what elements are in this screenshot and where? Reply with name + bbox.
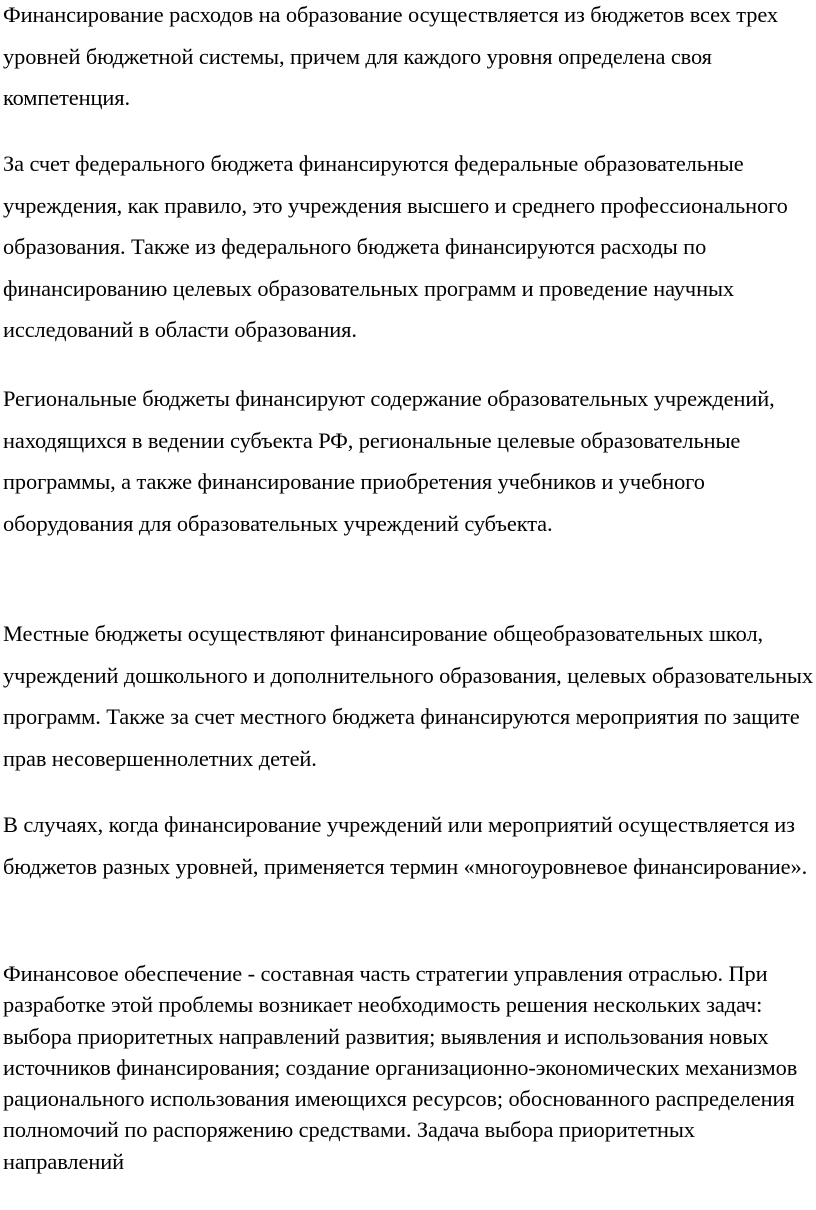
paragraph-federal-budget: За счет федерального бюджета финансируются федеральные образовательные учреждения, как правило, это учреждения высшего и среднего профессионального образования. Также из федерального бюджета финансируются расходы по финансированию целевых образовательных программ и проведение научных исследований в области образования. [3,151,788,343]
paragraph-multilevel-financing: В случаях, когда финансирование учреждений или мероприятий осуществляется из бюджетов разных уровней, применяется термин «многоуровневое финансирование». [3,812,808,879]
paragraph-budget-levels: Финансирование расходов на образование осуществляется из бюджетов всех трех уровней бюджетной системы, причем для каждого уровня определена своя компетенция. [3,2,778,111]
paragraph-regional-budgets: Региональные бюджеты финансируют содержание образовательных учреждений, находящихся в ведении субъекта РФ, региональные целевые образовательные программы, а также финансирование приобретения учебников и учебного оборудования для образовательных учреждений субъекта. [3,386,775,536]
paragraph-local-budgets: Местные бюджеты осуществляют финансирование общеобразовательных школ, учреждений дошкольного и дополнительного образования, целевых образовательных программ. Также за счет местного бюджета финансируются мероприятия по защите прав несовершеннолетних детей. [3,621,813,771]
paragraph-financial-support: Финансовое обеспечение - составная часть стратегии управления отраслью. При разработке этой проблемы возникает необходимость решения нескольких задач: выбора приоритетных направлений развития; выявления и использования новых источников финансирования; создание организационно-экономических механизмов рационального использования имеющихся ресурсов; обоснованного распределения полномочий по распоряжению средствами. Задача выбора приоритетных направлений [3,961,798,1174]
